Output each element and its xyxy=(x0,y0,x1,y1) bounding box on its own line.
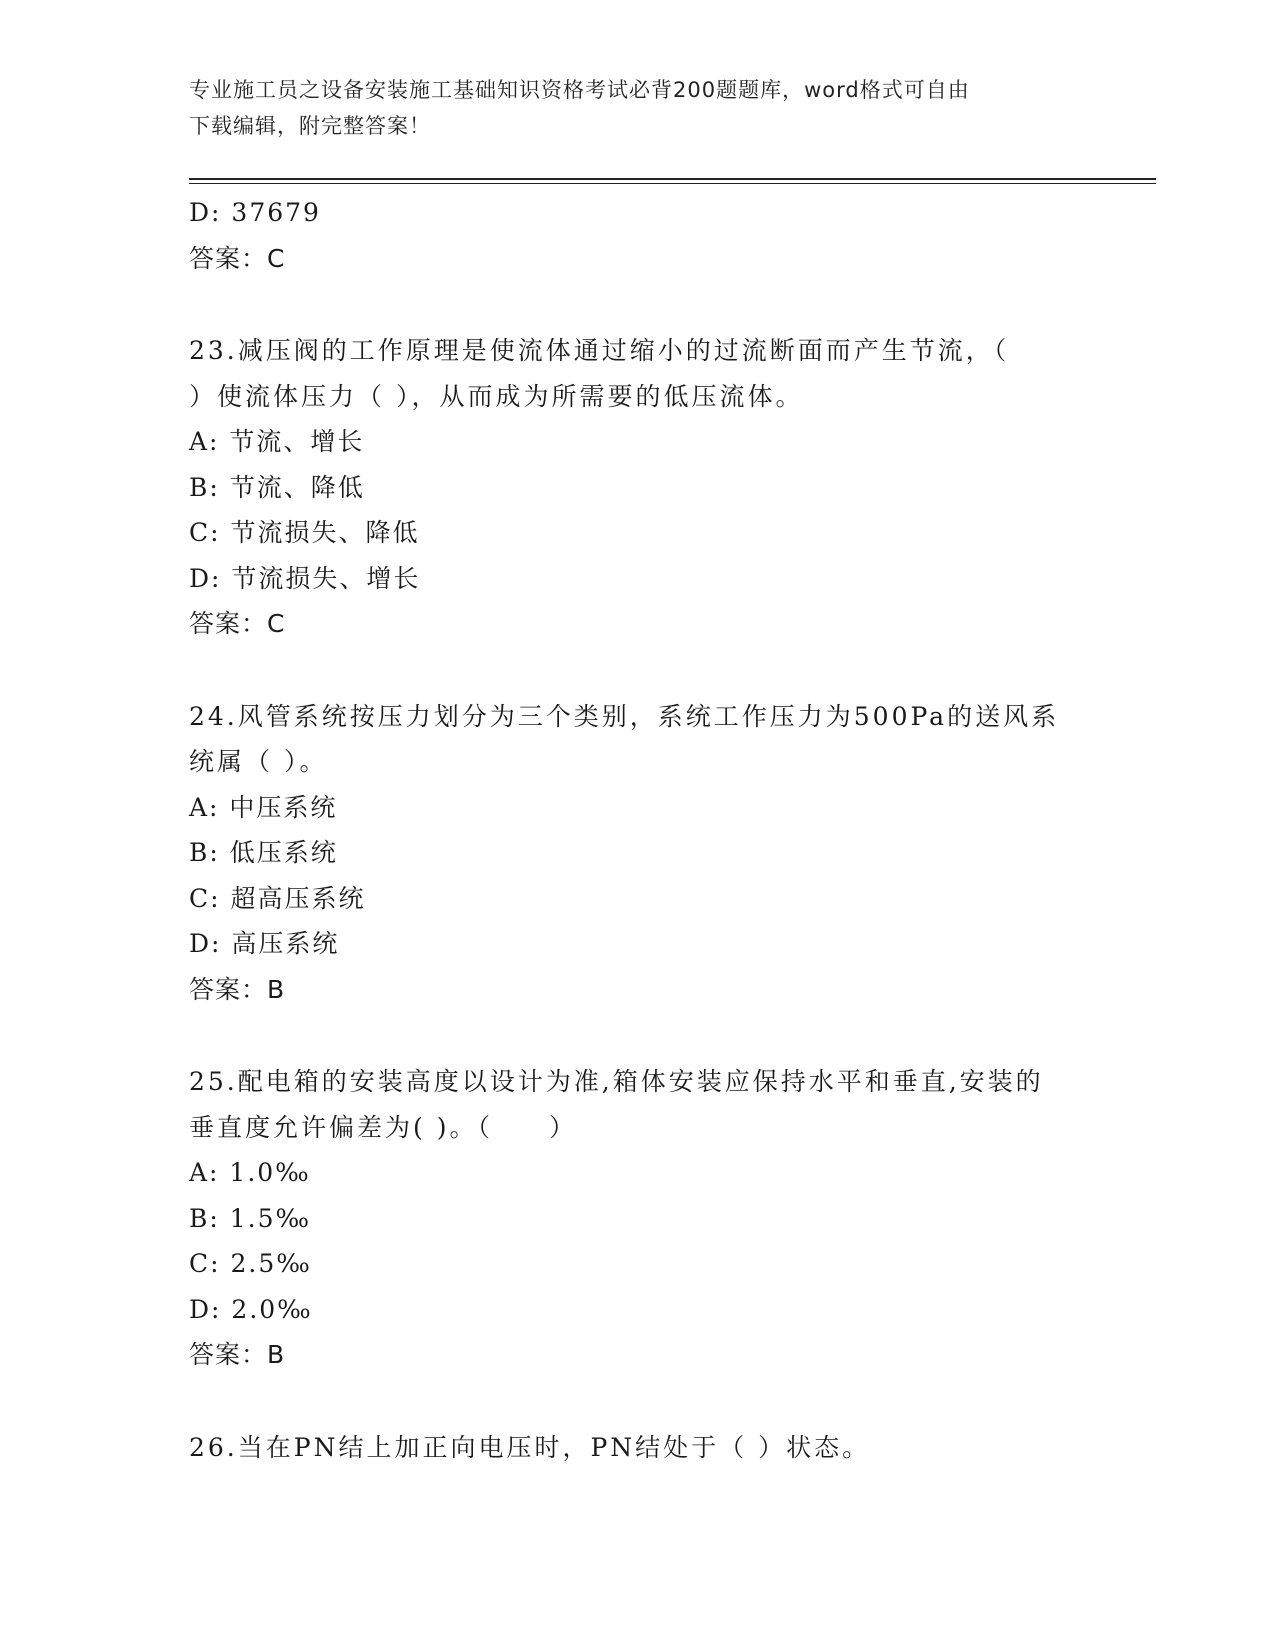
question-25 xyxy=(189,1059,1089,1378)
option-a: A: 节流、增长 xyxy=(189,427,365,456)
option-d: D: 节流损失、增长 xyxy=(189,563,421,593)
header-line-1: 专业施工员之设备安装施工基础知识资格考试必背200题题库，word格式可自由 xyxy=(189,78,970,102)
header-line-2: 下载编辑，附完整答案！ xyxy=(189,114,431,138)
option-b: B: 1.5‰ xyxy=(189,1203,312,1233)
question-stem-continued: ）使流体压力（ ），从而成为所需要的低压流体。 xyxy=(189,381,804,411)
spacer xyxy=(189,1012,1089,1059)
answer: 答案：C xyxy=(189,609,286,638)
question-stem: 25.配电箱的安装高度以设计为准,箱体安装应保持水平和垂直,安装的 xyxy=(189,1067,1044,1096)
option-b: B: 节流、降低 xyxy=(189,472,365,502)
option-c: C: 超高压系统 xyxy=(189,883,366,913)
question-26 xyxy=(189,1425,1089,1471)
question-stem: 24.风管系统按压力划分为三个类别，系统工作压力为500Pa的送风系 xyxy=(189,701,1060,731)
question-23 xyxy=(189,328,1089,647)
option-c: C: 2.5‰ xyxy=(189,1249,312,1278)
spacer xyxy=(189,281,1089,328)
header-divider-thin xyxy=(189,183,1156,184)
spacer xyxy=(189,647,1089,694)
option-d: D: 2.0‰ xyxy=(189,1294,313,1324)
question-24 xyxy=(189,694,1089,1013)
option-d: D: 37679 xyxy=(189,198,321,227)
answer: 答案：B xyxy=(189,1340,286,1369)
option-a: A: 中压系统 xyxy=(189,792,338,822)
question-stem: 23.减压阀的工作原理是使流体通过缩小的过流断面而产生节流，（ xyxy=(189,336,1010,365)
answer: 答案：B xyxy=(189,974,286,1004)
answer: 答案：C xyxy=(189,243,286,273)
question-content xyxy=(189,190,1089,1470)
question-stem-continued: 统属（ ）。 xyxy=(189,747,328,776)
question-stem-continued: 垂直度允许偏差为( )。（ ） xyxy=(189,1112,577,1142)
header-divider xyxy=(189,178,1156,180)
option-b: B: 低压系统 xyxy=(189,838,338,867)
question-stem: 26.当在PN结上加正向电压时，PN结处于（ ）状态。 xyxy=(189,1432,871,1462)
option-d: D: 高压系统 xyxy=(189,929,340,958)
page-header xyxy=(189,72,1089,144)
option-c: C: 节流损失、降低 xyxy=(189,518,420,547)
option-a: A: 1.0‰ xyxy=(189,1158,311,1187)
question-22-tail xyxy=(189,190,1089,281)
spacer xyxy=(189,1378,1089,1425)
